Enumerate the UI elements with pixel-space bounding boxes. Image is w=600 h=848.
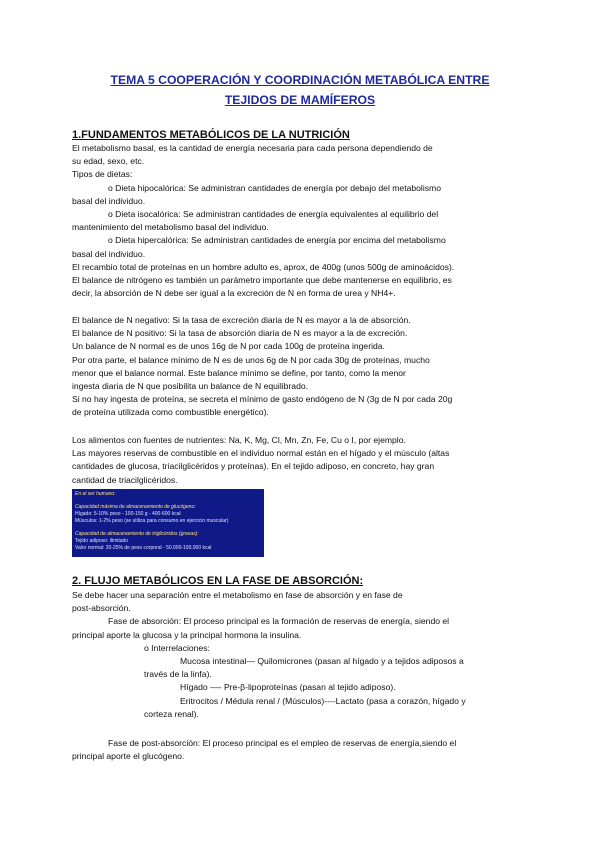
paragraph-line: basal del individuo. xyxy=(72,195,146,206)
paragraph-line: Las mayores reservas de combustible en el individuo normal están en el hígado y el músculo (altas xyxy=(72,448,450,459)
interrelations-label: o Interrelaciones: xyxy=(144,642,210,653)
storage-capacity-image xyxy=(72,489,264,557)
diet-item: o Dieta hipocalórica: Se administran cantidades de energía por debajo del metabolismo xyxy=(108,182,441,193)
paragraph-line: menor que el balance normal. Este balance mínimo se define, por tanto, como la menor xyxy=(72,367,406,378)
document-title xyxy=(60,70,540,110)
banner-line: Capacidad de almacenamiento de triglicéridos (grasas): xyxy=(75,531,199,537)
paragraph-line: Se debe hacer una separación entre el metabolismo en fase de absorción y en fase de xyxy=(72,590,403,600)
phase-item: Fase de absorción: El proceso principal es la formación de reservas de energía, siendo el xyxy=(108,616,450,627)
paragraph-line: cantidad de triacilglicéridos. xyxy=(72,474,178,485)
section-1-intro xyxy=(72,142,532,300)
section-1-heading: 1.FUNDAMENTOS METABÓLICOS DE LA NUTRICIÓN xyxy=(72,129,350,141)
paragraph-line: principal aporte la glucosa y la principal hormona la insulina. xyxy=(72,629,302,640)
paragraph-line: corteza renal). xyxy=(144,708,199,719)
diet-item: o Dieta hipercalórica: Se administran cantidades de energía por encima del metabolismo xyxy=(108,235,446,246)
paragraph-line: decir, la absorción de N debe ser igual a la excreción de N en forma de urea y NH4+. xyxy=(72,288,396,299)
paragraph-line: cantidades de glucosa, triacilglicéridos y proteínas). En el tejido adiposo, en concreto, hay gran xyxy=(72,461,435,472)
paragraph-line: Por otra parte, el balance mínimo de N es de unos 6g de N por cada 30g de proteínas, mucho xyxy=(72,354,430,365)
paragraph-line: Un balance de N normal es de unos 16g de N por cada 100g de proteína ingerida. xyxy=(72,341,385,352)
paragraph-line: principal aporte el glucógeno. xyxy=(72,751,185,762)
phase-item: Fase de post-absorción: El proceso principal es el empleo de reservas de energía,siendo el xyxy=(108,738,457,748)
paragraph-line: El balance de nitrógeno es también un parámetro importante que debe mantenerse en equilibrio, es xyxy=(72,275,452,286)
banner-line: Tejido adiposo: ilimitado xyxy=(75,538,129,544)
paragraph-line: Los alimentos con fuentes de nutrientes: Na, K, Mg, Cl, Mn, Zn, Fe, Cu o I, por ejemplo. xyxy=(72,435,406,445)
nutrients-block xyxy=(72,434,532,487)
paragraph-line: Tipos de dietas: xyxy=(72,169,133,180)
interrelation-item: Mucosa intestinal— Quilomicrones (pasan al hígado y a tejidos adiposos a xyxy=(180,656,464,667)
paragraph-line: basal del individuo. xyxy=(72,248,146,259)
section-2-heading: 2. FLUJO METABÓLICOS EN LA FASE DE ABSORCIÓN: xyxy=(72,575,364,587)
diet-item: o Dieta isocalórica: Se administran cantidades de energía equivalentes al equilibrio del xyxy=(108,209,439,220)
paragraph-line: El recambio total de proteínas en un hombre adulto es, aprox, de 400g (unos 500g de aminoácidos). xyxy=(72,261,455,272)
paragraph-line: post-absorción. xyxy=(72,603,131,614)
interrelation-item: Eritrocitos / Médula renal / (Músculos)----Lactato (pasa a corazón, hígado y xyxy=(180,695,466,706)
banner-line: Valor normal: 20-25% de peso corporal - 50.000-100.000 kcal xyxy=(75,545,212,551)
paragraph-line: ingesta diaria de N que posibilita un balance de N equilibrado. xyxy=(72,381,309,392)
paragraph-line: su edad, sexo, etc. xyxy=(72,156,145,167)
paragraph-line: través de la linfa). xyxy=(144,669,212,680)
paragraph-line: mantenimiento del metabolismo basal del individuo. xyxy=(72,222,269,233)
banner-line: En el ser humano: xyxy=(75,491,116,497)
banner-line: Hígado: 5-10% peso - 100-150 g - 400-600 kcal xyxy=(75,511,181,517)
section-2-body xyxy=(72,589,532,721)
paragraph-line: Si no hay ingesta de proteína, se secreta el mínimo de gasto endógeno de N (3g de N por cada 20g xyxy=(72,394,453,405)
interrelation-item: Hígado —- Pre-β-lipoproteínas (pasan al tejido adiposo). xyxy=(180,682,396,693)
banner-line: Músculos: 1-2% peso (se utiliza para consumo en ejercicio muscular) xyxy=(75,518,229,524)
paragraph-line: El balance de N negativo: Si la tasa de excreción diaria de N es mayor a la de absorción. xyxy=(72,315,411,325)
paragraph-line: El metabolismo basal, es la cantidad de energía necesaria para cada persona dependiendo de xyxy=(72,143,433,153)
nitrogen-balance-block xyxy=(72,314,532,420)
title-line-2: TEJIDOS DE MAMÍFEROS xyxy=(224,93,376,107)
paragraph-line: El balance de N positivo: Si la tasa de absorción diaria de N es mayor a la de excreción. xyxy=(72,328,408,339)
title-line-1: TEMA 5 COOPERACIÓN Y COORDINACIÓN METABÓLICA ENTRE xyxy=(110,73,490,87)
post-absorption-block xyxy=(72,737,532,763)
banner-line: Capacidad máxima de almacenamiento de glucógeno: xyxy=(75,504,196,510)
paragraph-line: de proteína utilizada como combustible energético). xyxy=(72,407,269,418)
